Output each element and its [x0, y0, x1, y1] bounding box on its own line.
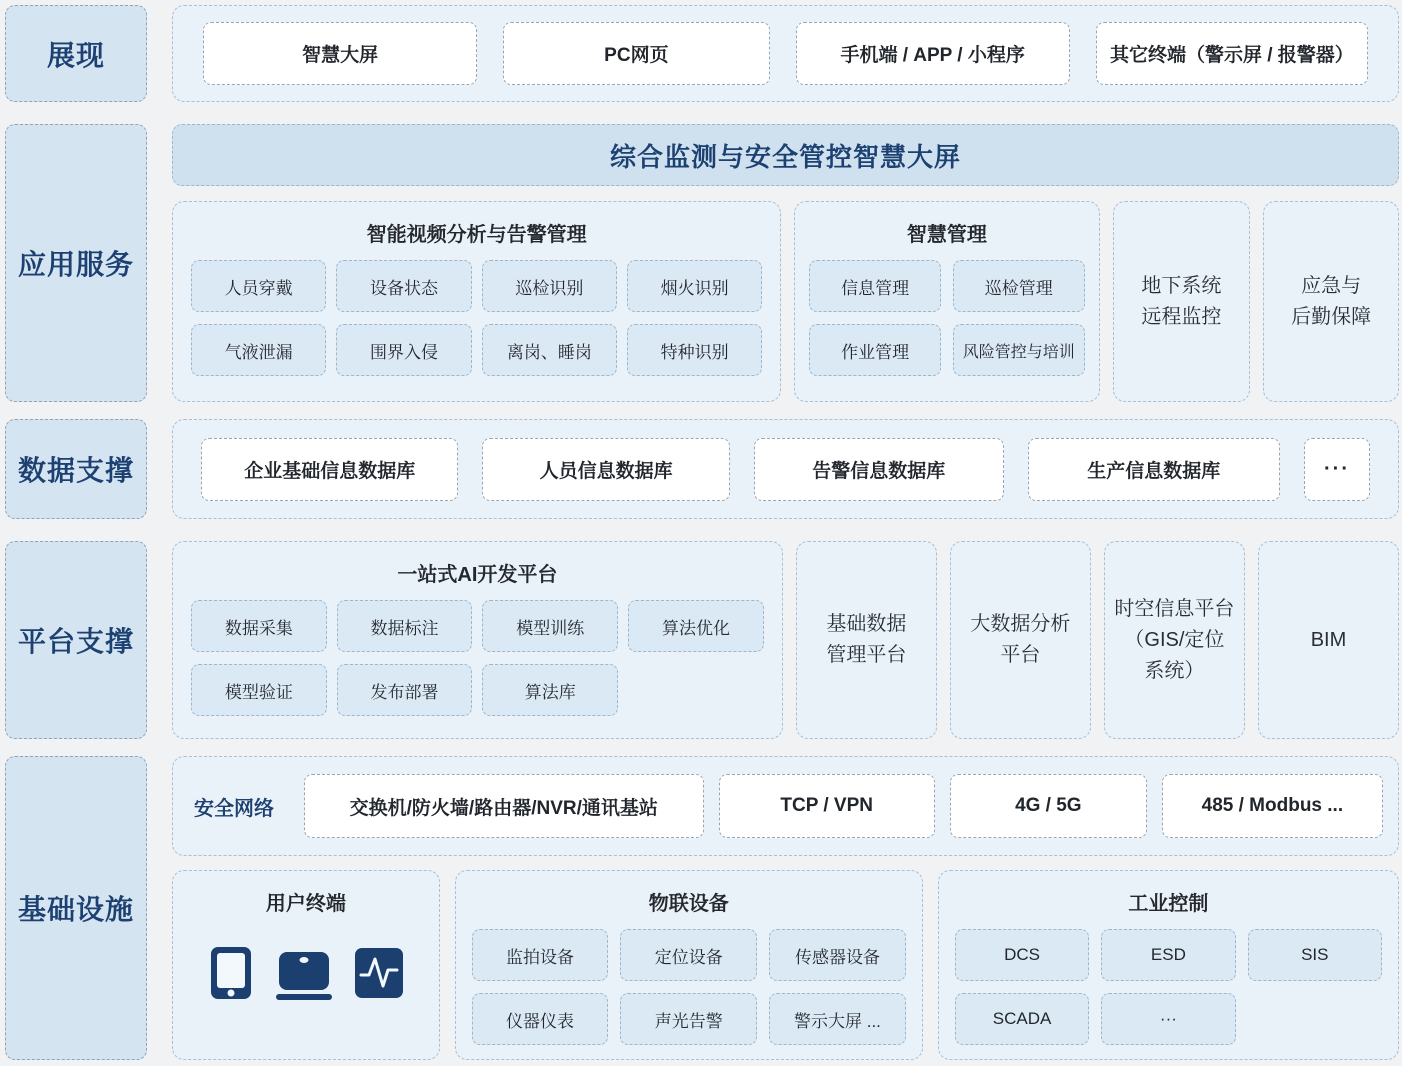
chip-special-recognition: 特种识别: [627, 324, 762, 376]
network-item-4g-5g: 4G / 5G: [950, 774, 1147, 838]
presentation-container: [172, 5, 1399, 102]
base-data-platform-column: [796, 541, 937, 739]
underground-monitoring-column: [1113, 201, 1251, 402]
chip-perimeter-intrusion: 围界入侵: [336, 324, 471, 376]
chip-algorithm-library: 算法库: [482, 664, 618, 716]
db-alarm-info: 告警信息数据库: [754, 438, 1004, 501]
chip-warning-screen: 警示大屏 ...: [769, 993, 906, 1045]
user-terminal-group: [172, 870, 440, 1060]
gis-line1: 时空信息平台: [1114, 597, 1235, 620]
chip-personnel-wearing: 人员穿戴: [191, 260, 326, 312]
big-data-line2: 平台: [1000, 644, 1041, 666]
infrastructure-content: [172, 756, 1399, 1060]
iot-device-group: [455, 870, 923, 1060]
secure-network-title: 安全网络: [194, 797, 274, 820]
chip-surveillance-device: 监拍设备: [472, 929, 609, 981]
base-data-line1: 基础数据: [826, 613, 907, 635]
chip-gas-liquid-leak: 气液泄漏: [191, 324, 326, 376]
user-terminal-icons: [173, 945, 439, 1001]
row-infrastructure: [5, 756, 1399, 1060]
chip-algorithm-optimization: 算法优化: [628, 600, 764, 652]
platform-groups: [172, 541, 1399, 739]
presentation-item-mobile-app: 手机端 / APP / 小程序: [796, 22, 1070, 85]
chip-esd: ESD: [1101, 929, 1235, 981]
emergency-logistics-column: [1263, 201, 1399, 402]
row-label-application: 应用服务: [5, 124, 147, 402]
chip-instruments: 仪器仪表: [472, 993, 609, 1045]
db-personnel-info: 人员信息数据库: [482, 438, 730, 501]
row-platform: [5, 541, 1399, 739]
chip-off-post-sleeping: 离岗、睡岗: [482, 324, 617, 376]
big-data-line1: 大数据分析: [970, 613, 1071, 635]
chip-dcs: DCS: [955, 929, 1089, 981]
gis-platform-column: [1104, 541, 1245, 739]
chip-positioning-device: 定位设备: [620, 929, 757, 981]
tablet-icon: [208, 945, 254, 1001]
row-application: [5, 124, 1399, 402]
row-presentation: [5, 5, 1399, 102]
chip-patrol-recognition: 巡检识别: [482, 260, 617, 312]
secure-network-bar: [172, 756, 1399, 856]
presentation-item-smart-screen: 智慧大屏: [203, 22, 477, 85]
application-groups: [172, 201, 1399, 402]
chip-sound-light-alarm: 声光告警: [620, 993, 757, 1045]
network-item-tcp-vpn: TCP / VPN: [719, 774, 935, 838]
row-label-data-support: 数据支撑: [5, 419, 147, 519]
video-analysis-title: 智能视频分析与告警管理: [366, 224, 587, 246]
underground-monitoring-line1: 地下系统: [1141, 274, 1222, 297]
chip-release-deployment: 发布部署: [337, 664, 473, 716]
chip-patrol-management: 巡检管理: [953, 260, 1085, 312]
chip-data-collection: 数据采集: [191, 600, 327, 652]
application-content: [172, 124, 1399, 402]
video-analysis-group: [172, 201, 781, 402]
row-data-support: [5, 419, 1399, 519]
industrial-control-title: 工业控制: [1128, 893, 1209, 915]
industrial-control-group: [938, 870, 1399, 1060]
ai-platform-grid: [173, 600, 782, 732]
gis-line2: （GIS/定位: [1124, 628, 1225, 651]
db-enterprise-base: 企业基础信息数据库: [201, 438, 458, 501]
network-item-485-modbus: 485 / Modbus ...: [1162, 774, 1383, 838]
bim-line1: BIM: [1310, 628, 1347, 651]
presentation-item-pc-web: PC网页: [503, 22, 769, 85]
chip-smoke-fire: 烟火识别: [627, 260, 762, 312]
row-label-platform: 平台支撑: [5, 541, 147, 739]
chip-data-annotation: 数据标注: [337, 600, 473, 652]
db-more-ellipsis: ···: [1304, 438, 1370, 501]
industrial-control-grid: [939, 929, 1398, 1061]
chip-scada: SCADA: [955, 993, 1089, 1045]
chip-risk-training: 风险管控与培训: [953, 324, 1085, 376]
platform-content: [172, 541, 1399, 739]
chip-device-status: 设备状态: [336, 260, 471, 312]
laptop-icon: [274, 945, 334, 1001]
presentation-item-other-terminal: 其它终端（警示屏 / 报警器）: [1096, 22, 1368, 85]
row-label-infrastructure: 基础设施: [5, 756, 147, 1060]
iot-device-grid: [456, 929, 922, 1061]
chip-sensor-device: 传感器设备: [769, 929, 906, 981]
chip-info-management: 信息管理: [809, 260, 941, 312]
ai-platform-title: 一站式AI开发平台: [397, 564, 558, 586]
emergency-logistics-line1: 应急与: [1301, 274, 1362, 297]
ai-platform-group: [172, 541, 783, 739]
application-banner: 综合监测与安全管控智慧大屏: [172, 124, 1399, 186]
big-data-platform-column: [950, 541, 1091, 739]
monitor-waveform-icon: [354, 946, 404, 1000]
gis-line3: 系统）: [1144, 659, 1205, 682]
emergency-logistics-line2: 后勤保障: [1291, 305, 1372, 328]
video-analysis-grid: [173, 260, 780, 392]
iot-device-title: 物联设备: [648, 893, 729, 915]
base-data-line2: 管理平台: [826, 644, 907, 666]
db-production-info: 生产信息数据库: [1028, 438, 1280, 501]
smart-management-grid: [795, 260, 1098, 392]
underground-monitoring-line2: 远程监控: [1141, 305, 1222, 328]
chip-model-validation: 模型验证: [191, 664, 327, 716]
chip-sis: SIS: [1248, 929, 1382, 981]
smart-management-group: [794, 201, 1099, 402]
user-terminal-title: 用户终端: [265, 893, 346, 915]
smart-management-title: 智慧管理: [906, 224, 987, 246]
infrastructure-groups: [172, 870, 1399, 1060]
chip-more-ellipsis: ···: [1101, 993, 1235, 1045]
data-support-container: [172, 419, 1399, 519]
network-item-switch-firewall: 交换机/防火墙/路由器/NVR/通讯基站: [304, 774, 704, 838]
row-label-presentation: 展现: [5, 5, 147, 102]
chip-operation-management: 作业管理: [809, 324, 941, 376]
bim-column: [1258, 541, 1399, 739]
chip-model-training: 模型训练: [482, 600, 618, 652]
